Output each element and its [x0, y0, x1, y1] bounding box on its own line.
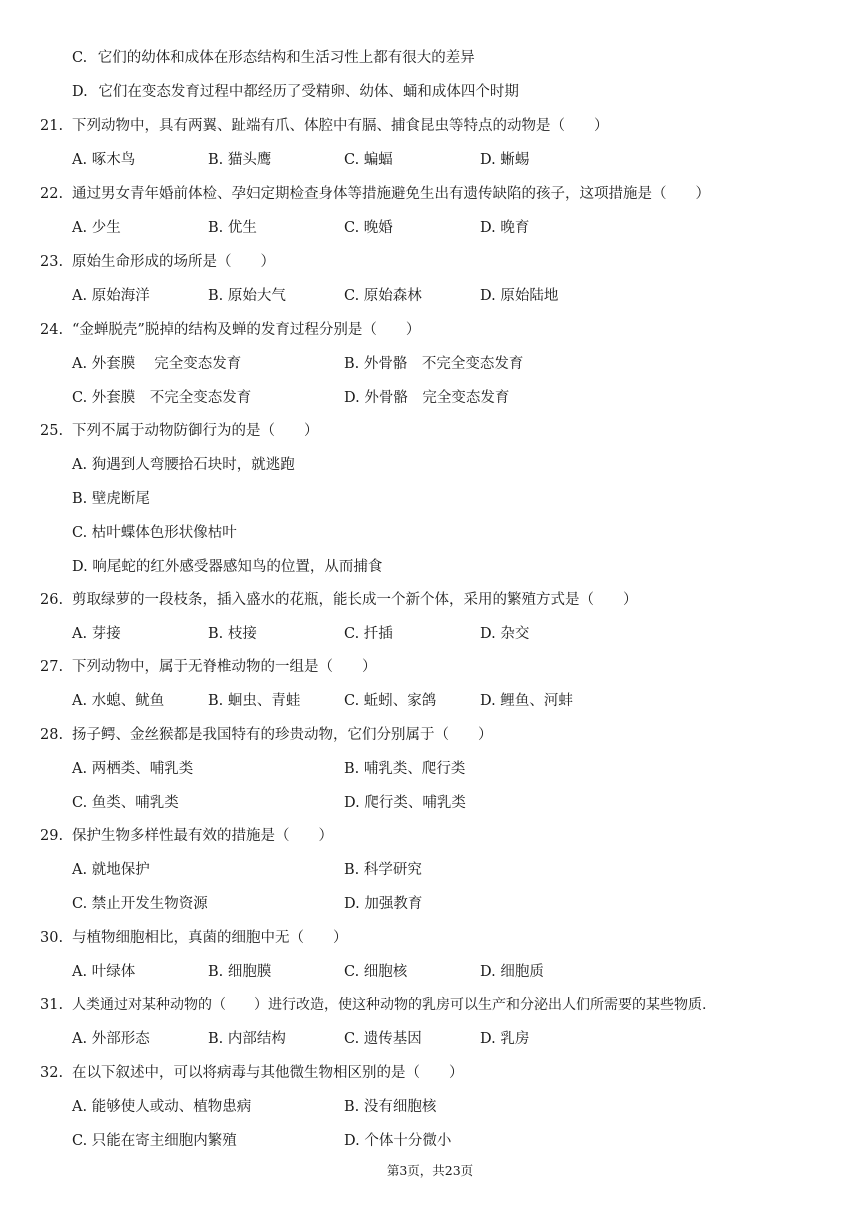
- option-b: B. 科学研究: [344, 862, 422, 878]
- option-c: C. 扦插: [344, 626, 393, 642]
- option-d: D. 外骨骼 完全变态发育: [344, 390, 510, 406]
- option-d: D. 细胞质: [480, 964, 544, 980]
- option-b: B. 优生: [208, 220, 257, 236]
- question-number: 28.: [40, 727, 64, 743]
- question-text: 原始生命形成的场所是（ ）: [72, 254, 275, 270]
- question-number: 31.: [40, 997, 64, 1013]
- question-text: 人类通过对某种动物的（ ）进行改造，使这种动物的乳房可以生产和分泌出人们所需要的某些物质.: [72, 997, 707, 1013]
- option-row: [72, 48, 475, 68]
- option-a: A. 水螅、鱿鱼: [72, 693, 165, 709]
- option-a: A. 能够使人或动、植物患病: [72, 1099, 252, 1115]
- option-c: C. 蝙蝠: [344, 152, 393, 168]
- option-c: C. 枯叶蝶体色形状像枯叶: [72, 525, 237, 541]
- option-b: B. 没有细胞核: [344, 1099, 437, 1115]
- option-b: B. 猫头鹰: [208, 152, 272, 168]
- option-b: B. 原始大气: [208, 288, 286, 304]
- question-text: 下列不属于动物防御行为的是（ ）: [72, 423, 319, 439]
- option-d: D. 鲤鱼、河蚌: [480, 693, 573, 709]
- option-c: C. 晚婚: [344, 220, 393, 236]
- option-a: A. 外部形态: [72, 1031, 150, 1047]
- option-c: C. 蚯蚓、家鸽: [344, 693, 437, 709]
- option-b: B. 壁虎断尾: [72, 491, 150, 507]
- question-text: 保护生物多样性最有效的措施是（ ）: [72, 828, 333, 844]
- option-a: A. 两栖类、哺乳类: [72, 761, 194, 777]
- question-text: 下列动物中，属于无脊椎动物的一组是（ ）: [72, 659, 377, 675]
- option-b: B. 枝接: [208, 626, 257, 642]
- option-text: 它们的幼体和成体在形态结构和生活习性上都有很大的差异: [97, 50, 475, 66]
- question-number: 32.: [40, 1065, 64, 1081]
- option-b: B. 细胞膜: [208, 964, 272, 980]
- option-text: 它们在变态发育过程中都经历了受精卵、幼体、蛹和成体四个时期: [98, 84, 519, 100]
- option-row: [72, 82, 519, 102]
- option-c: C. 外套膜 不完全变态发育: [72, 390, 252, 406]
- option-d: D. 蜥蜴: [480, 152, 530, 168]
- option-b: B. 蛔虫、青蛙: [208, 693, 301, 709]
- question-number: 21.: [40, 118, 64, 134]
- option-c: C. 细胞核: [344, 964, 408, 980]
- option-a: A. 外套膜 完全变态发育: [72, 356, 242, 372]
- option-c: C. 只能在寄主细胞内繁殖: [72, 1133, 237, 1149]
- question-text: 扬子鳄、金丝猴都是我国特有的珍贵动物，它们分别属于（ ）: [72, 727, 493, 743]
- option-b: B. 哺乳类、爬行类: [344, 761, 466, 777]
- question-number: 29.: [40, 828, 64, 844]
- question-text: 与植物细胞相比，真菌的细胞中无（ ）: [72, 930, 348, 946]
- option-a: A. 芽接: [72, 626, 121, 642]
- question-number: 23.: [40, 254, 64, 270]
- option-letter: D.: [72, 84, 88, 100]
- option-a: A. 少生: [72, 220, 121, 236]
- option-d: D. 乳房: [480, 1031, 530, 1047]
- option-d: D. 个体十分微小: [344, 1133, 452, 1149]
- question-number: 25.: [40, 423, 64, 439]
- option-d: D. 加强教育: [344, 896, 423, 912]
- question-text: 通过男女青年婚前体检、孕妇定期检查身体等措施避免生出有遗传缺陷的孩子，这项措施是（ ）: [72, 186, 710, 202]
- question-text: 在以下叙述中，可以将病毒与其他微生物相区别的是（ ）: [72, 1065, 464, 1081]
- option-a: A. 就地保护: [72, 862, 150, 878]
- question-number: 26.: [40, 592, 64, 608]
- option-b: B. 外骨骼 不完全变态发育: [344, 356, 524, 372]
- option-c: C. 鱼类、哺乳类: [72, 795, 179, 811]
- page-footer: 第3页，共23页: [386, 1163, 474, 1178]
- option-a: A. 狗遇到人弯腰拾石块时，就逃跑: [72, 457, 295, 473]
- question-number: 22.: [40, 186, 64, 202]
- option-c: C. 原始森林: [344, 288, 422, 304]
- option-d: D. 响尾蛇的红外感受器感知鸟的位置，从而捕食: [72, 559, 383, 575]
- question-text: “金蝉脱壳”脱掉的结构及蝉的发育过程分别是（ ）: [72, 322, 421, 338]
- option-c: C. 遗传基因: [344, 1031, 422, 1047]
- option-d: D. 原始陆地: [480, 288, 559, 304]
- question-number: 24.: [40, 322, 64, 338]
- option-b: B. 内部结构: [208, 1031, 286, 1047]
- option-letter: C.: [72, 50, 88, 66]
- option-d: D. 爬行类、哺乳类: [344, 795, 466, 811]
- question-number: 27.: [40, 659, 64, 675]
- option-d: D. 杂交: [480, 626, 530, 642]
- option-d: D. 晚育: [480, 220, 530, 236]
- option-a: A. 原始海洋: [72, 288, 150, 304]
- option-c: C. 禁止开发生物资源: [72, 896, 208, 912]
- question-number: 30.: [40, 930, 64, 946]
- question-text: 下列动物中，具有两翼、趾端有爪、体腔中有膈、捕食昆虫等特点的动物是（ ）: [72, 118, 609, 134]
- option-a: A. 啄木鸟: [72, 152, 136, 168]
- question-text: 剪取绿萝的一段枝条，插入盛水的花瓶，能长成一个新个体，采用的繁殖方式是（ ）: [72, 592, 638, 608]
- option-a: A. 叶绿体: [72, 964, 136, 980]
